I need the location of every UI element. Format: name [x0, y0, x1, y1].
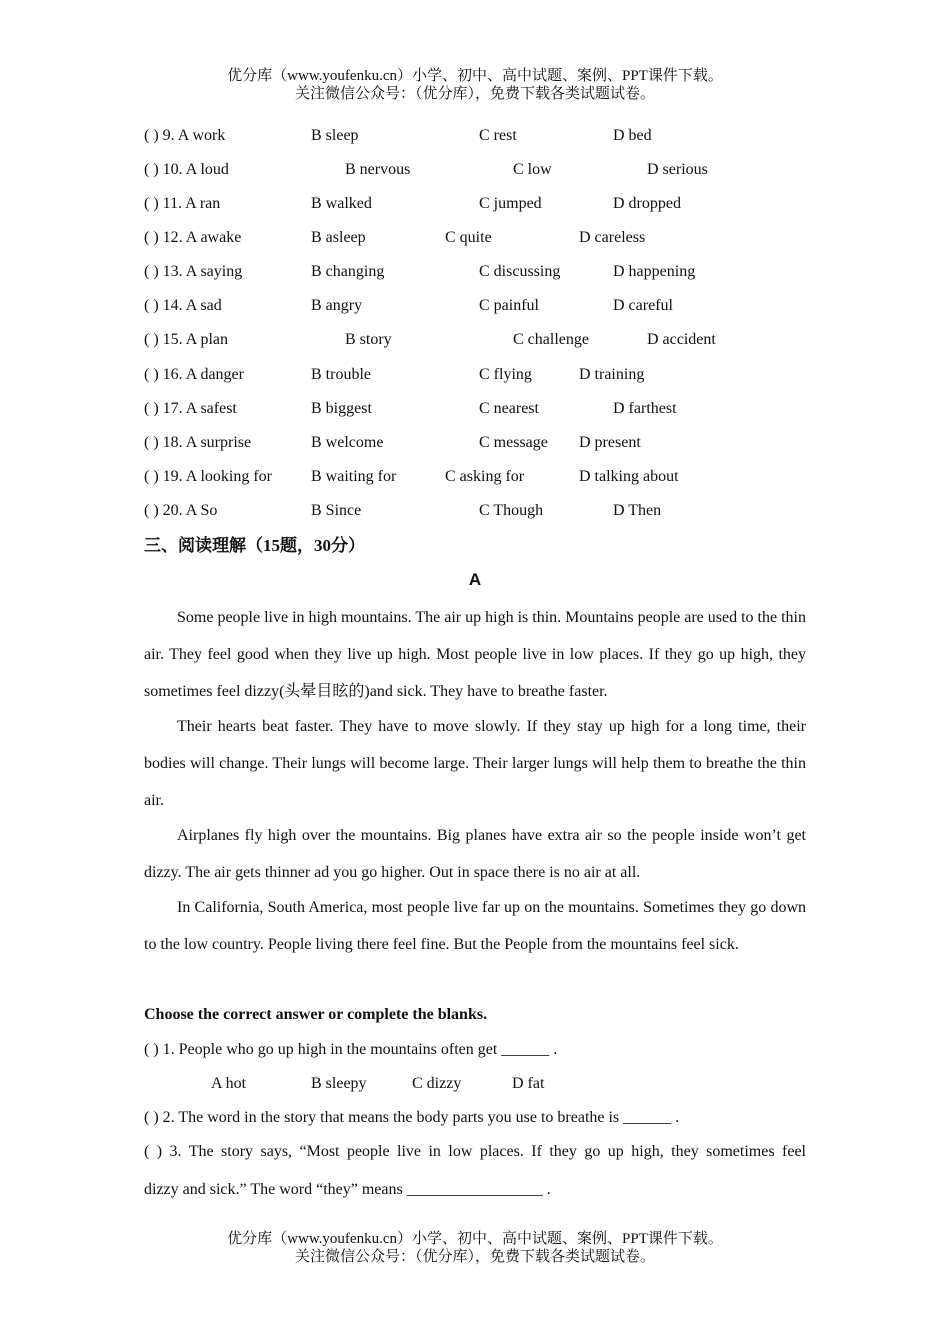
question-stem: ( ) 12. A awake	[144, 229, 242, 246]
option-b: B nervous	[345, 161, 411, 178]
option-c: C Though	[479, 502, 544, 519]
option-a: A hot	[211, 1075, 247, 1092]
question-stem: ( ) 10. A loud	[144, 161, 229, 178]
page-header	[0, 67, 950, 103]
option-d: D dropped	[613, 195, 681, 212]
option-d: D Then	[613, 502, 662, 519]
question-stem: ( ) 15. A plan	[144, 331, 228, 348]
option-b: B sleepy	[311, 1075, 367, 1092]
header-line-2: 关注微信公众号：（优分库），免费下载各类试题试卷。	[294, 86, 655, 102]
option-b: B walked	[311, 195, 372, 212]
question-stem: ( ) 13. A saying	[144, 263, 243, 280]
question-2: ( ) 2. The word in the story that means the body parts you use to breathe is ______ .	[144, 1109, 680, 1126]
option-c: C painful	[479, 297, 539, 314]
page-footer	[0, 1230, 950, 1266]
option-c: C message	[479, 434, 548, 451]
option-c: C asking for	[445, 468, 525, 485]
option-c: C challenge	[513, 331, 589, 348]
option-d: D careless	[579, 229, 646, 246]
passage-paragraph-1: Some people live in high mountains. The air up high is thin. Mountains people are used to the thin air. They feel good when they live up high. Most people live in low places. If they go up high, they sometimes feel dizzy(头晕目眩的)and sick. They have to breathe faster.	[144, 609, 806, 700]
option-d: D present	[579, 434, 641, 451]
question-stem: ( ) 11. A ran	[144, 195, 221, 212]
question-stem: ( ) 18. A surprise	[144, 434, 252, 451]
passage-paragraph-3: Airplanes fly high over the mountains. Big planes have extra air so the people inside won’t get dizzy. The air gets thinner ad you go higher. Out in space there is no air at all.	[144, 827, 806, 881]
question-stem: ( ) 16. A danger	[144, 366, 244, 383]
question-stem: ( ) 9. A work	[144, 127, 226, 144]
option-b: B angry	[311, 297, 363, 314]
option-c: C jumped	[479, 195, 542, 212]
option-d: D happening	[613, 263, 696, 280]
question-1: ( ) 1. People who go up high in the mountains often get ______ .	[144, 1041, 558, 1058]
instruction: Choose the correct answer or complete the blanks.	[144, 1006, 488, 1023]
option-b: B biggest	[311, 400, 372, 417]
option-d: D bed	[613, 127, 652, 144]
option-b: B story	[345, 331, 392, 348]
option-d: D training	[579, 366, 645, 383]
section-title: 三、阅读理解（15题，30分）	[144, 536, 365, 555]
option-d: D careful	[613, 297, 673, 314]
question-stem: ( ) 17. A safest	[144, 400, 237, 417]
option-b: B trouble	[311, 366, 371, 383]
question-3-line-2: dizzy and sick.” The word “they” means _________________ .	[144, 1181, 551, 1198]
option-b: B changing	[311, 263, 385, 280]
question-stem: ( ) 14. A sad	[144, 297, 222, 314]
footer-line-2: 关注微信公众号：（优分库），免费下载各类试题试卷。	[294, 1249, 655, 1265]
option-d: D accident	[647, 331, 716, 348]
option-b: B Since	[311, 502, 362, 519]
question-stem: ( ) 20. A So	[144, 502, 218, 519]
option-b: B sleep	[311, 127, 359, 144]
option-c: C dizzy	[412, 1075, 462, 1092]
header-line-1: 优分库（www.youfenku.cn）小学、初中、高中试题、案例、PPT课件下载。	[227, 68, 723, 84]
option-d: D serious	[647, 161, 708, 178]
option-d: D farthest	[613, 400, 677, 417]
passage-paragraph-2: Their hearts beat faster. They have to move slowly. If they stay up high for a long time, their bodies will change. Their lungs will become large. Their larger lungs will help them to breathe the thin air.	[144, 718, 806, 809]
question-3-line-1: ( ) 3. The story says, “Most people live in low places. If they go up high, they sometimes feel	[144, 1143, 806, 1160]
option-b: B asleep	[311, 229, 366, 246]
passage-paragraph-4: In California, South America, most people live far up on the mountains. Sometimes they go down to the low country. People living there feel fine. But the People from the mountains feel sick.	[144, 899, 806, 953]
question-stem: ( ) 19. A looking for	[144, 468, 272, 485]
option-b: B welcome	[311, 434, 384, 451]
option-c: C nearest	[479, 400, 539, 417]
option-c: C low	[513, 161, 552, 178]
option-b: B waiting for	[311, 468, 397, 485]
option-c: C discussing	[479, 263, 561, 280]
option-c: C rest	[479, 127, 517, 144]
option-c: C flying	[479, 366, 532, 383]
option-d: D talking about	[579, 468, 679, 485]
footer-line-1: 优分库（www.youfenku.cn）小学、初中、高中试题、案例、PPT课件下载。	[227, 1231, 723, 1247]
passage-label: A	[468, 570, 482, 589]
option-d: D fat	[512, 1075, 545, 1092]
option-c: C quite	[445, 229, 492, 246]
